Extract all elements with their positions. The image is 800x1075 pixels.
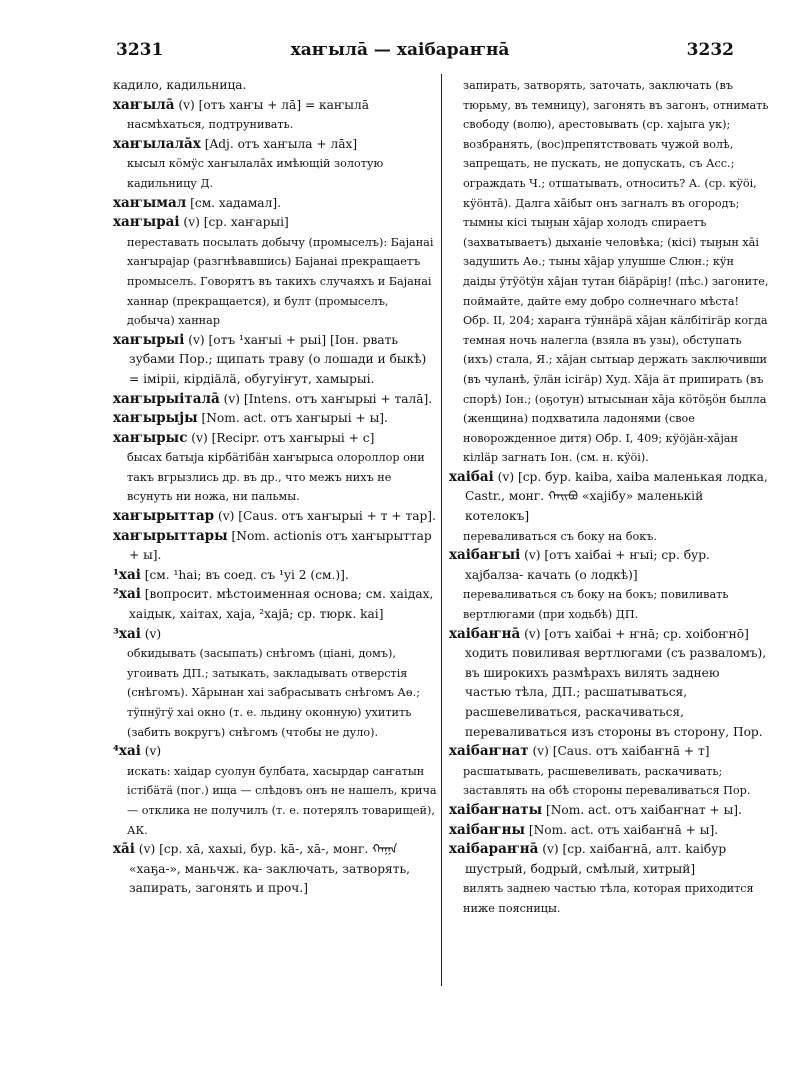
dictionary-entry: ³хаi (v) bbox=[113, 625, 162, 642]
dictionary-entry: хаҥырыiталā (v) [Intens. отъ хаҥырыi + талā]. bbox=[113, 390, 433, 407]
entry-gloss: насмѣхаться, подтрунивать. bbox=[127, 118, 294, 132]
dictionary-entry: хаҥымал [см. хадамал]. bbox=[113, 194, 281, 211]
dictionary-entry: хаiбаҥнā (v) [отъ хаiбаi + ҥнā; ср. хоiбоҥнō] ходить повиливая вертлюгами (съ разваломъ), въ широкихъ размѣрахъ вилять заднею частью тѣла, ДП.; расшатываться, расшевеливаться, раскачиваться, переваливаться изъ стороны въ сторону, Пор. bbox=[449, 625, 767, 739]
column-divider bbox=[441, 74, 442, 986]
page-number-left: 3231 bbox=[116, 40, 164, 60]
entry-gloss: обкидывать (засыпать) снѣгомъ (цiанi, домъ), угоивать ДП.; затыкать, закладывать отверстiя (снѣгомъ). Хāрынан хаi забрасывать снѣгомъ Аө.; тӱпнӱгӱ хаi окно (т. е. льдину оконную) ухитить (забить вокругъ) снѣгомъ (чтобы не дуло). bbox=[127, 647, 420, 739]
dictionary-entry: ⁴хаi (v) bbox=[113, 743, 162, 760]
right-column bbox=[449, 76, 769, 919]
running-title: хаҥылā — хаiбараҥнā bbox=[290, 40, 510, 60]
entry-gloss: бысах батыjа кiрбäтiбäн хаҥырыса олороллор они такъ вгрызлись др. въ др., что межъ нихъ не всунуть ни ножа, ни пальмы. bbox=[127, 451, 425, 504]
dictionary-entry: хаiбаi (v) [ср. бур. kaiba, xaiba маленькая лодка, Castr., монг. ᠬᠠᠢᠪᠤ «хаjiбу» маленькiй котелокъ] bbox=[449, 468, 768, 524]
page-number-right: 3232 bbox=[686, 40, 734, 60]
dictionary-entry: хаҥырыjы [Nom. act. отъ хаҥырыi + ы]. bbox=[113, 410, 388, 427]
dictionary-entry: хаҥырыттары [Nom. actionis отъ хаҥырыттар + ы]. bbox=[113, 527, 432, 563]
left-column bbox=[113, 76, 437, 899]
dictionary-entry: хāi (v) [ср. хā, хахыi, бур. kā-, хā-, монг. ᠬᠠᠭᠠ «хаҕа-», маньчж. ка- заключать, затворять, запирать, загонять и проч.] bbox=[113, 841, 410, 896]
entry-gloss: переставать посылать добычу (промыселъ): Баjанаi хаҥырajар (разгнѣвавшись) Баjанаi прекращаетъ промыселъ. Говорятъ въ такихъ случаяхъ и Баjанаi ханнар (прекращается), и булт (промыселъ, добыча) ханнар bbox=[127, 235, 434, 328]
entry-gloss: искать: хаiдар суолун булбата, хасырдар саҥатын iстiбäтä (пог.) ища — слѣдовъ онъ не нашелъ, крича — отклика не получилъ (т. е. потерялъ товарищей), АК. bbox=[127, 764, 437, 837]
dictionary-entry: хаҥырыс (v) [Recipr. отъ хаҥырыi + с] bbox=[113, 429, 375, 446]
entry-gloss: переваливаться съ боку на бокъ. bbox=[463, 529, 657, 543]
page-header bbox=[0, 40, 800, 74]
dictionary-entry: хаҥырыттар (v) [Caus. отъ хаҥырыi + т + тар]. bbox=[113, 508, 436, 525]
dictionary-entry: хаiбаҥнат (v) [Caus. отъ хаiбаҥнā + т] bbox=[449, 743, 710, 760]
dictionary-entry: хаҥырai (v) [ср. хаҥарыi] bbox=[113, 214, 289, 231]
dictionary-entry: хаiбаҥнаты [Nom. act. отъ хаiбаҥнат + ы]. bbox=[449, 801, 742, 818]
dictionary-entry: хаiбараҥнā (v) [ср. хаiбаҥнā, алт. kaiбур шустрый, бодрый, смѣлый, хитрый] bbox=[449, 841, 727, 876]
dictionary-entry: ²хаi [вопросит. мѣстоименная основа; см. хаiдах, хаiдык, хаiтах, хаjа, ²хаjā; ср. тюрк. kai] bbox=[113, 586, 434, 622]
dictionary-entry: хаiбаҥны [Nom. act. отъ хаiбаҥнā + ы]. bbox=[449, 821, 719, 838]
dictionary-entry: хаҥылалāх [Adj. отъ хаҥыла + лāх] bbox=[113, 135, 358, 152]
entry-continuation: кадило, кадильница. bbox=[113, 78, 247, 92]
entry-continuation: запирать, затворять, заточать, заключать (въ тюрьму, въ темницу), загонять въ загонъ, отнимать свободу (волю), арестовывать (ср. хаjыга ук); возбранять, (вос)препятствовать чужой волѣ, запрещать, не пускать, не допускать, съ Асс.; ограждать Ч.; отшатывать, относить? А. (ср. кӱöi, кӱöнтā). Далга хāiбыт онъ загналъ въ огородъ; тымны кiсi тыӈын хājар холодъ спираетъ (захватываетъ) дыханiе человѣка; (кiсi) тыӈын хāi задушить Аө.; тыны хājар улушше Слюн.; кӱн даiды ӱтӱötӱн хājан тутан бiäрäрiӈ! (пѣс.) загоните, поймайте, дайте ему добро солнечнаго мѣста! Обр. II, 204; хараҥа тӱннäрä хājан кäлбiтiгäр когда темная ночь налегла (взяла въ узы), обступать (ихъ) стала, Я.; хājан сытыар держать заключивши (въ чуланѣ, ӱлäн iсiгäр) Худ. Хāja äт припирать (въ спорѣ) Iон.; (оҕотун) ытысынан хāja кӧтӧҕӧн былла (женщина) подхватила ладонями (свое новорожденное дитя) Обр. I, 409; кӱöjäн-хājан кiлläр загнать Iон. (см. н. кӱöi). bbox=[463, 79, 769, 465]
dictionary-entry: хаiбаҥыi (v) [отъ хаiбаi + ҥыi; ср. бур. хаjбалза- качать (о лодкѣ)] bbox=[449, 547, 710, 582]
dictionary-entry: ¹хаi [см. ¹hai; въ соед. съ ¹уi 2 (см.)]. bbox=[113, 566, 349, 583]
dictionary-entry: хаҥырыi (v) [отъ ¹хаҥыi + рыi] [Iон. рвать зубами Пор.; щипать траву (о лошади и быкѣ) = iмiрii, кiрдiäлä, обугуiҥут, хамырыi. bbox=[113, 331, 427, 386]
entry-gloss: кысыл кӧмӱс хаҥылалāх имѣющiй золотую кадильницу Д. bbox=[127, 157, 384, 190]
entry-gloss: вилять заднею частью тѣла, которая приходится ниже поясницы. bbox=[463, 882, 754, 915]
entry-gloss: расшатывать, расшевеливать, раскачивать; заставлять на обѣ стороны переваливаться Пор. bbox=[463, 764, 751, 798]
entry-gloss: переваливаться съ боку на бокъ; повиливать вертлюгами (при ходьбѣ) ДП. bbox=[463, 588, 729, 622]
dictionary-entry: хаҥылā (v) [отъ хаҥы + лā] = каҥылā bbox=[113, 96, 370, 113]
